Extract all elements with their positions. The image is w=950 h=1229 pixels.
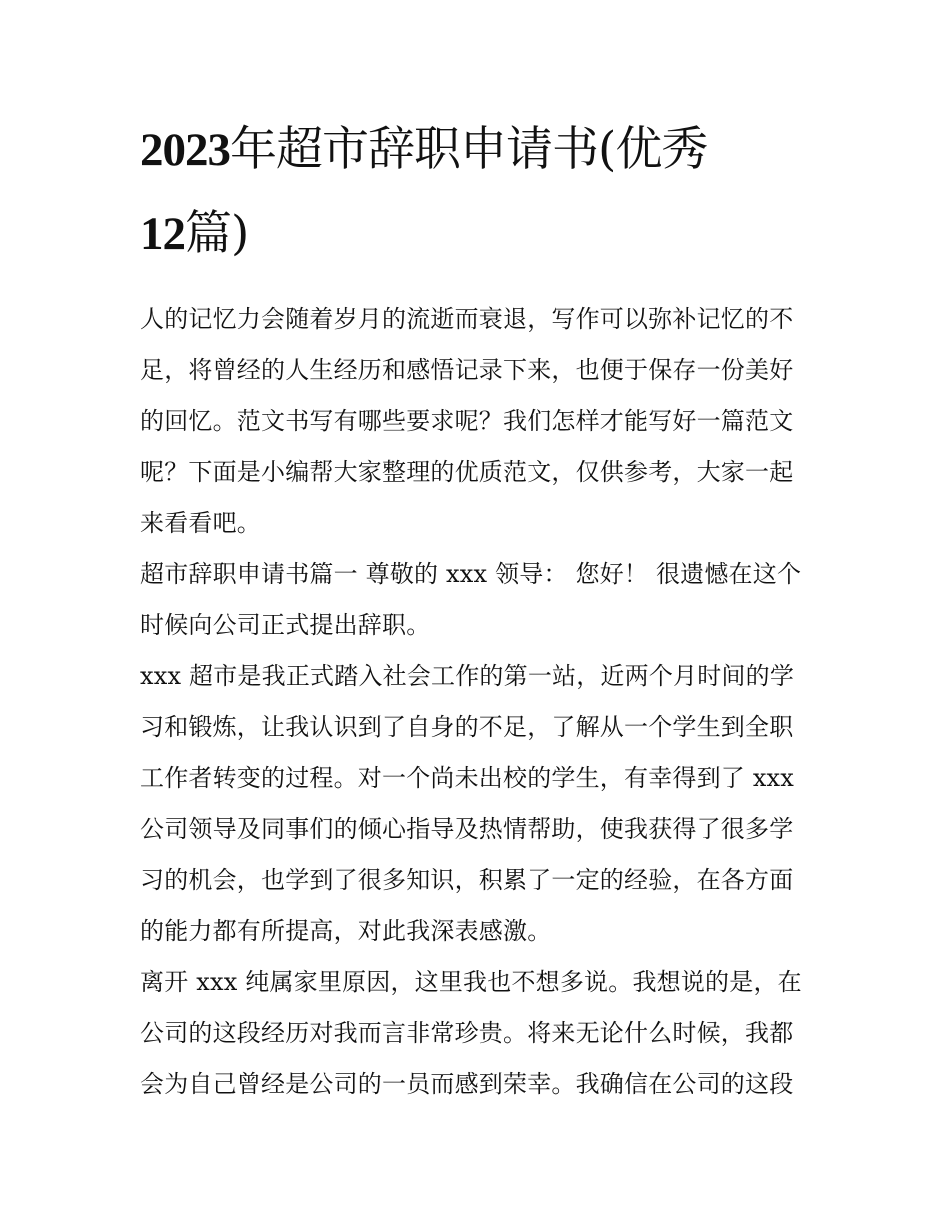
paragraph-line: 会为自己曾经是公司的一员而感到荣幸。我确信在公司的这段 bbox=[140, 1070, 794, 1098]
reason-paragraph bbox=[140, 965, 815, 1118]
title-year: 2023 bbox=[140, 124, 230, 176]
experience-paragraph bbox=[140, 659, 815, 965]
paragraph-line: 习的机会，也学到了很多知识，积累了一定的经验，在各方面 bbox=[140, 866, 794, 894]
title-text-1: 年超市辞职申请书(优秀 bbox=[230, 122, 708, 177]
title-line-2 bbox=[140, 192, 815, 276]
paragraph-line: 公司的这段经历对我而言非常珍贵。将来无论什么时候，我都 bbox=[140, 1019, 794, 1047]
paragraph-line: 离开 xxx 纯属家里原因，这里我也不想多说。我想说的是，在 bbox=[140, 968, 802, 996]
document-title bbox=[140, 108, 815, 276]
paragraph-line: 公司领导及同事们的倾心指导及热情帮助，使我获得了很多学 bbox=[140, 815, 794, 843]
title-line-1 bbox=[140, 108, 815, 192]
intro-paragraph bbox=[140, 302, 815, 557]
paragraph-line: 工作者转变的过程。对一个尚未出校的学生，有幸得到了 xxx bbox=[140, 764, 795, 792]
paragraph-line: 习和锻炼，让我认识到了自身的不足，了解从一个学生到全职 bbox=[140, 713, 794, 741]
paragraph-line: 呢？下面是小编帮大家整理的优质范文，仅供参考，大家一起 bbox=[140, 458, 794, 486]
paragraph-line: 的能力都有所提高，对此我深表感激。 bbox=[140, 917, 552, 945]
title-text-2: 篇) bbox=[185, 206, 249, 261]
document-page bbox=[140, 108, 815, 1118]
paragraph-line: 时候向公司正式提出辞职。 bbox=[140, 611, 431, 639]
paragraph-line: 的回忆。范文书写有哪些要求呢？我们怎样才能写好一篇范文 bbox=[140, 407, 794, 435]
paragraph-line: 人的记忆力会随着岁月的流逝而衰退，写作可以弥补记忆的不 bbox=[140, 305, 794, 333]
title-count: 12 bbox=[140, 208, 185, 260]
paragraph-line: xxx 超市是我正式踏入社会工作的第一站，近两个月时间的学 bbox=[140, 662, 795, 690]
letter-opening-paragraph bbox=[140, 557, 815, 659]
paragraph-line: 超市辞职申请书篇一 尊敬的 xxx 领导： 您好！ 很遗憾在这个 bbox=[140, 560, 802, 588]
paragraph-line: 足，将曾经的人生经历和感悟记录下来，也便于保存一份美好 bbox=[140, 356, 794, 384]
paragraph-line: 来看看吧。 bbox=[140, 509, 261, 537]
